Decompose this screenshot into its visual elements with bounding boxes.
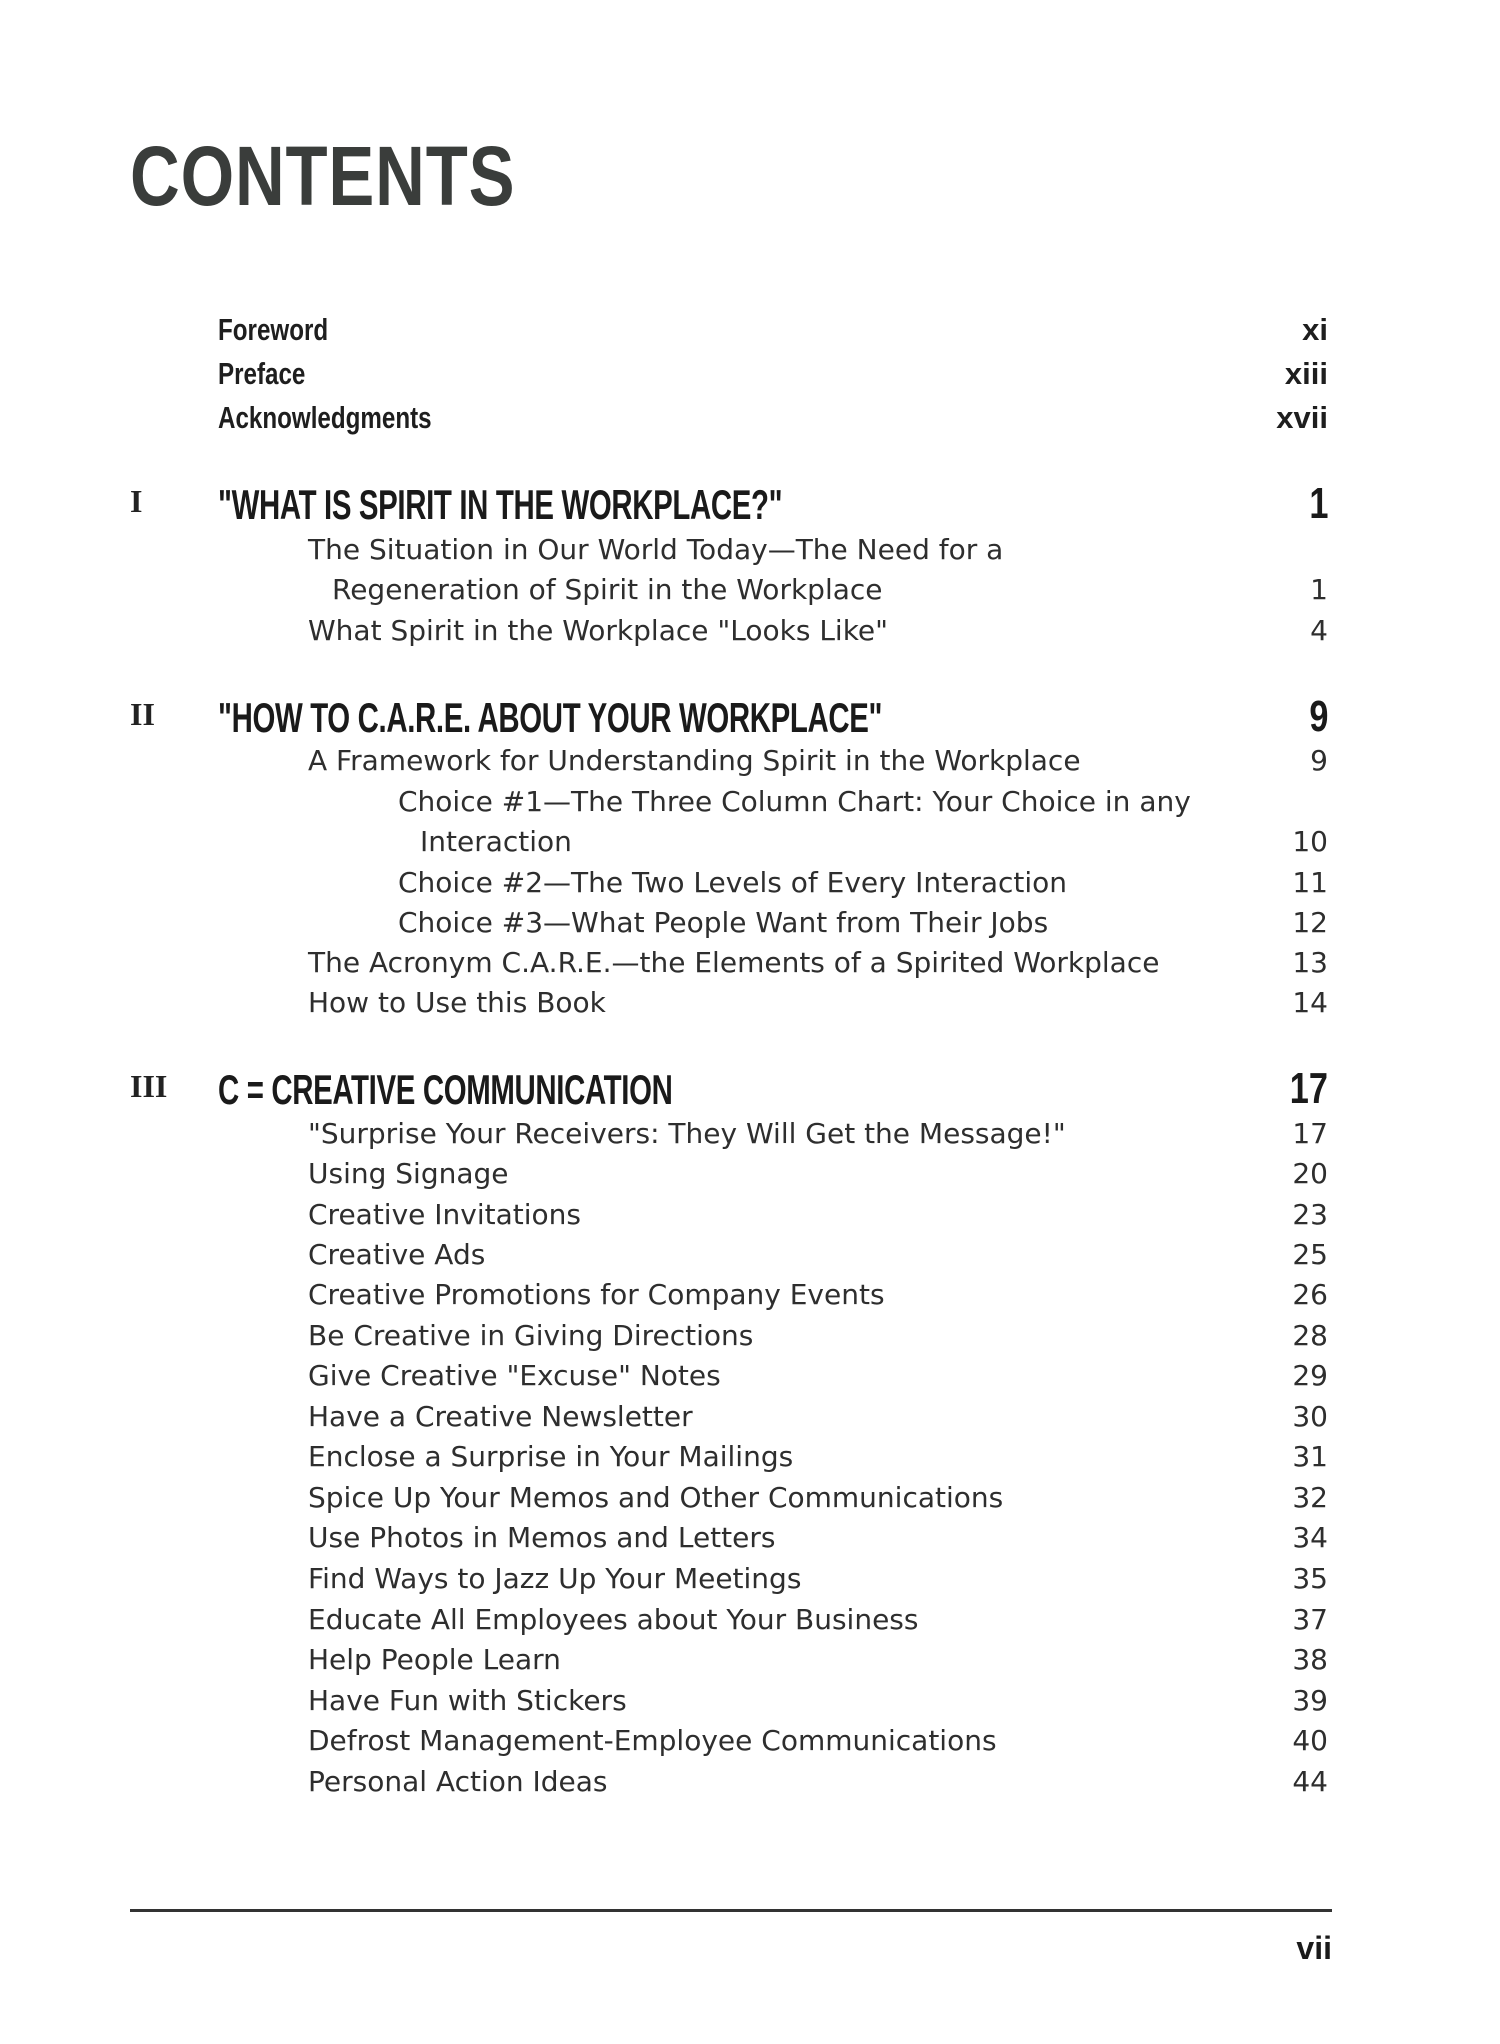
toc-page-number: 28 xyxy=(1292,1319,1328,1352)
toc-entry-label: Creative Promotions for Company Events xyxy=(308,1278,885,1311)
toc-entry-label: Have a Creative Newsletter xyxy=(308,1400,693,1433)
toc-entry xyxy=(0,1157,1500,1197)
toc-entry xyxy=(0,1440,1500,1480)
toc-front-label: Preface xyxy=(218,356,306,391)
toc-entry xyxy=(0,946,1500,986)
toc-entry-label: Be Creative in Giving Directions xyxy=(308,1319,754,1352)
toc-page-number: 20 xyxy=(1292,1157,1328,1190)
toc-page-number: 25 xyxy=(1292,1238,1328,1271)
toc-entry-label: Defrost Management-Employee Communications xyxy=(308,1724,997,1757)
chapter-numeral: II xyxy=(130,696,155,732)
toc-page-number: 23 xyxy=(1292,1198,1328,1231)
toc-entry xyxy=(0,1521,1500,1561)
toc-page-number: 14 xyxy=(1292,986,1328,1019)
toc-page-number: 39 xyxy=(1292,1684,1328,1717)
toc-entry-label: How to Use this Book xyxy=(308,986,606,1019)
toc-entry-label: Enclose a Surprise in Your Mailings xyxy=(308,1440,794,1473)
toc-entry-label: Using Signage xyxy=(308,1157,509,1190)
toc-page-number: 31 xyxy=(1292,1440,1328,1473)
toc-entry xyxy=(0,1481,1500,1521)
toc-page-number: 11 xyxy=(1292,866,1328,899)
chapter-heading xyxy=(0,479,1500,528)
chapter-heading xyxy=(0,1064,1500,1113)
chapter-page-number: 1 xyxy=(1308,479,1328,528)
toc-entry xyxy=(0,744,1500,784)
toc-entry xyxy=(0,1238,1500,1278)
toc-page-number: 12 xyxy=(1292,906,1328,939)
toc-page-number: xvii xyxy=(1276,400,1328,435)
toc-page-number: 32 xyxy=(1292,1481,1328,1514)
toc-entry xyxy=(0,1278,1500,1318)
chapter-numeral: III xyxy=(130,1068,168,1104)
toc-entry xyxy=(0,1724,1500,1764)
toc-front-label: Foreword xyxy=(218,312,329,347)
toc-entry xyxy=(0,866,1500,906)
toc-entry-label: Choice #1—The Three Column Chart: Your Choice in any xyxy=(398,785,1191,818)
toc-entry-label: The Acronym C.A.R.E.—the Elements of a Spirited Workplace xyxy=(308,946,1160,979)
toc-entry-label: Choice #3—What People Want from Their Jobs xyxy=(398,906,1049,939)
toc-page-number: 9 xyxy=(1310,744,1328,777)
toc-entry-label: "Surprise Your Receivers: They Will Get the Message!" xyxy=(308,1117,1066,1150)
toc-entry xyxy=(0,573,1500,613)
toc-page-number: 13 xyxy=(1292,946,1328,979)
toc-page-number: 17 xyxy=(1292,1117,1328,1150)
toc-page-number: 35 xyxy=(1292,1562,1328,1595)
toc-entry xyxy=(0,1603,1500,1643)
toc-entry-label: Help People Learn xyxy=(308,1643,561,1676)
toc-page-number: 4 xyxy=(1310,614,1328,647)
toc-entry xyxy=(0,1562,1500,1602)
toc-front-row xyxy=(0,400,1500,440)
chapter-title: C = CREATIVE COMMUNICATION xyxy=(218,1066,673,1113)
footer-rule xyxy=(130,1909,1332,1912)
toc-entry-label: A Framework for Understanding Spirit in the Workplace xyxy=(308,744,1081,777)
toc-page-number: xi xyxy=(1302,312,1328,347)
toc-entry xyxy=(0,986,1500,1026)
chapter-title: "WHAT IS SPIRIT IN THE WORKPLACE?" xyxy=(218,481,783,528)
toc-page-number: 38 xyxy=(1292,1643,1328,1676)
toc-entry xyxy=(0,906,1500,946)
toc-page-number: 34 xyxy=(1292,1521,1328,1554)
toc-entry-label: Interaction xyxy=(420,825,572,858)
toc-entry-label: Creative Ads xyxy=(308,1238,486,1271)
toc-front-label: Acknowledgments xyxy=(218,400,432,435)
page-title: CONTENTS xyxy=(130,129,516,223)
page-folio: vii xyxy=(1296,1930,1332,1966)
toc-page-number: xiii xyxy=(1284,356,1328,391)
toc-entry xyxy=(0,1400,1500,1440)
toc-entry-label: The Situation in Our World Today—The Need for a xyxy=(308,533,1004,566)
toc-entry-label: What Spirit in the Workplace "Looks Like" xyxy=(308,614,889,647)
toc-entry-label: Have Fun with Stickers xyxy=(308,1684,627,1717)
toc-page-number: 30 xyxy=(1292,1400,1328,1433)
toc-entry xyxy=(0,1117,1500,1157)
toc-entry xyxy=(0,825,1500,865)
chapter-numeral: I xyxy=(130,483,143,519)
toc-entry xyxy=(0,614,1500,654)
toc-front-row xyxy=(0,312,1500,352)
toc-entry xyxy=(0,533,1500,573)
toc-entry-label: Find Ways to Jazz Up Your Meetings xyxy=(308,1562,802,1595)
chapter-page-number: 9 xyxy=(1308,692,1328,741)
toc-entry-label: Personal Action Ideas xyxy=(308,1765,608,1798)
toc-page-number: 44 xyxy=(1292,1765,1328,1798)
toc-page-number: 29 xyxy=(1292,1359,1328,1392)
toc-front-row xyxy=(0,356,1500,396)
toc-entry xyxy=(0,1198,1500,1238)
toc-page-number: 40 xyxy=(1292,1724,1328,1757)
toc-entry-label: Give Creative "Excuse" Notes xyxy=(308,1359,721,1392)
toc-entry-label: Spice Up Your Memos and Other Communications xyxy=(308,1481,1004,1514)
toc-entry xyxy=(0,1765,1500,1805)
toc-page-number: 10 xyxy=(1292,825,1328,858)
toc-page-number: 26 xyxy=(1292,1278,1328,1311)
toc-entry-label: Choice #2—The Two Levels of Every Interaction xyxy=(398,866,1068,899)
toc-entry xyxy=(0,1684,1500,1724)
toc-entry xyxy=(0,1359,1500,1399)
toc-entry xyxy=(0,1643,1500,1683)
toc-page-number: 1 xyxy=(1310,573,1328,606)
toc-entry xyxy=(0,785,1500,825)
chapter-title: "HOW TO C.A.R.E. ABOUT YOUR WORKPLACE" xyxy=(218,694,883,741)
toc-entry-label: Educate All Employees about Your Business xyxy=(308,1603,919,1636)
toc-entry xyxy=(0,1319,1500,1359)
toc-entry-label: Creative Invitations xyxy=(308,1198,581,1231)
toc-entry-label: Use Photos in Memos and Letters xyxy=(308,1521,776,1554)
toc-entry-label: Regeneration of Spirit in the Workplace xyxy=(332,573,883,606)
chapter-page-number: 17 xyxy=(1289,1064,1328,1113)
toc-page-number: 37 xyxy=(1292,1603,1328,1636)
chapter-heading xyxy=(0,692,1500,741)
